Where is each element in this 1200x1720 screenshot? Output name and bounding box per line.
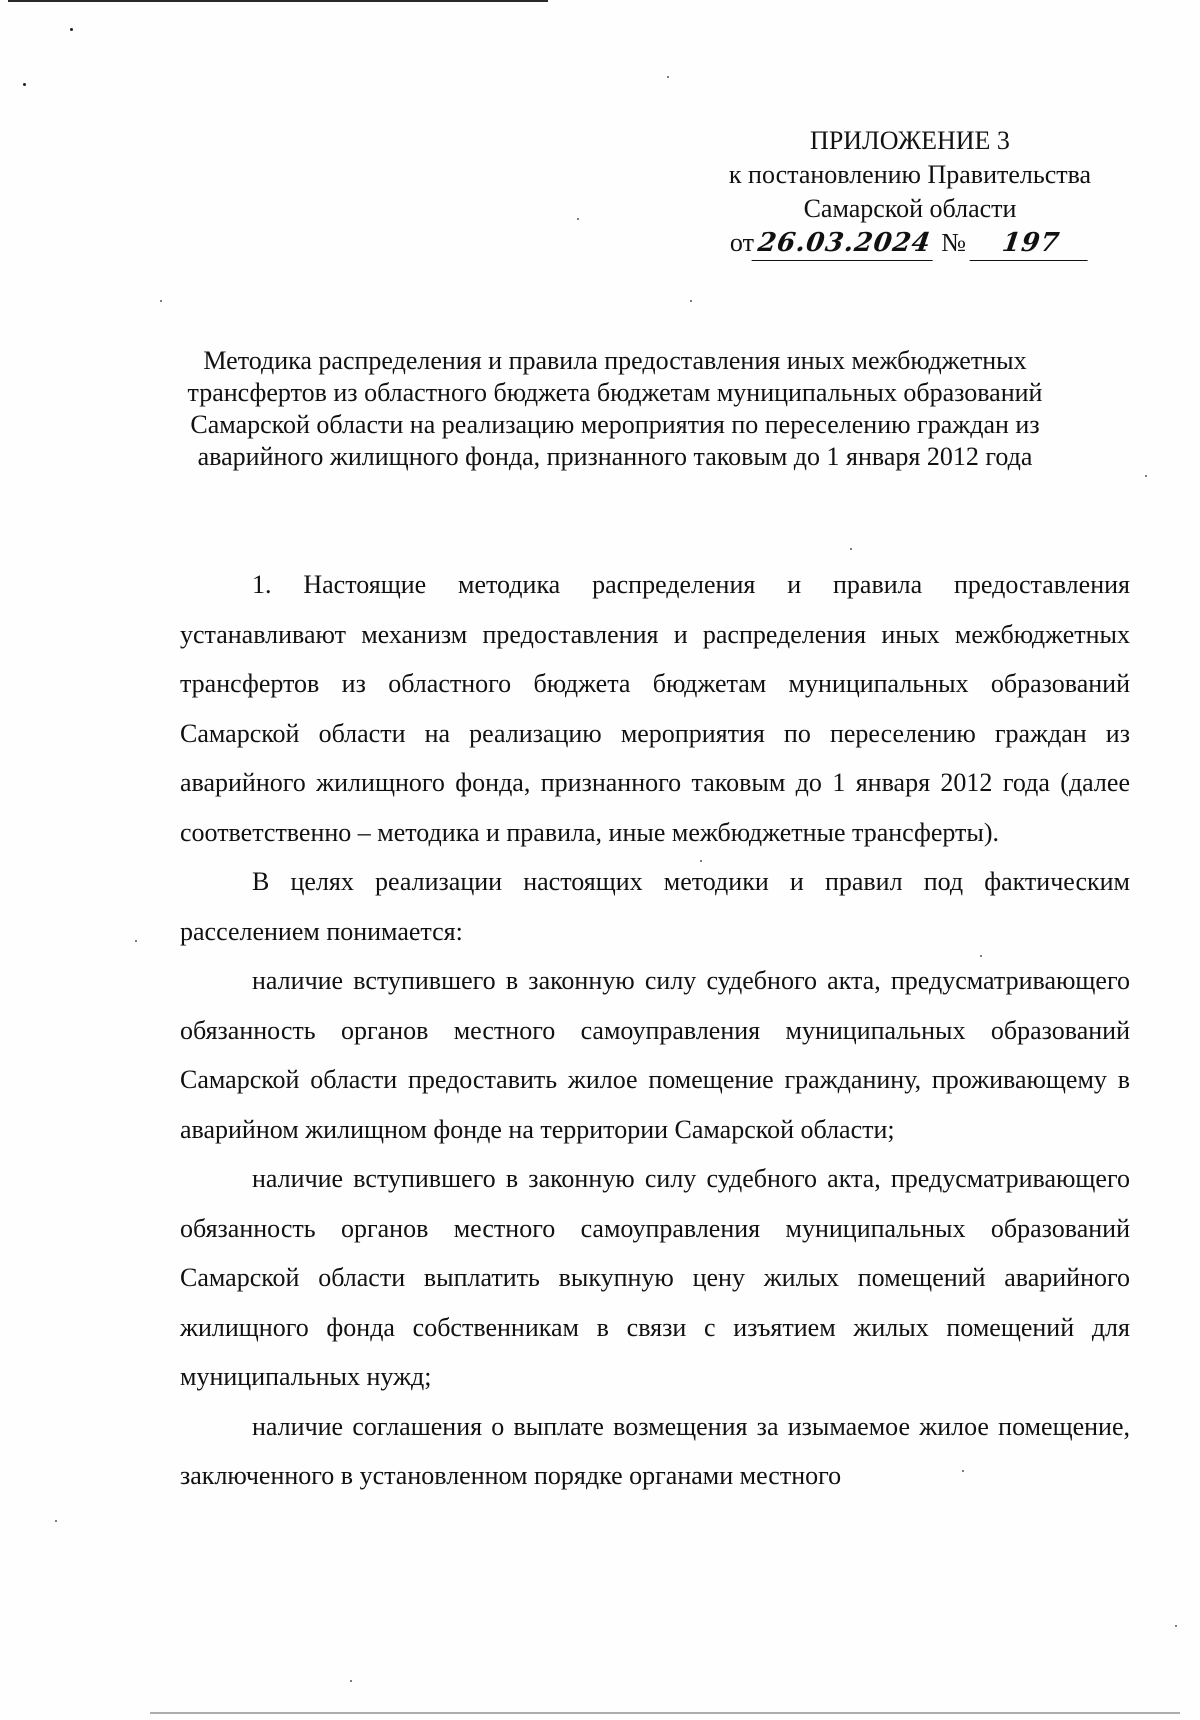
scan-speck <box>160 300 162 302</box>
date-prefix: от <box>729 228 754 257</box>
paragraph: В целях реализации настоящих методики и правил под фактическим расселением понимается: <box>180 867 1130 946</box>
scan-speck <box>667 76 669 78</box>
scan-speck <box>55 1520 57 1522</box>
paragraph: наличие вступившего в законную силу судебного акта, предусматривающего обязанность органов местного самоуправления муниципальных образований Самарской области выплатить выкупную цену жилых помещений аварийного жилищного фонда собственникам в связи с изъятием жилых помещений для муниципальных нужд; <box>180 1164 1130 1391</box>
appendix-date-number-line <box>730 226 1090 261</box>
handwritten-number: 197 <box>970 226 1093 261</box>
paragraph: наличие вступившего в законную силу судебного акта, предусматривающего обязанность органов местного самоуправления муниципальных образований Самарской области предоставить жилое помещение гражданину, проживающему в аварийном жилищном фонде на территории Самарской области; <box>180 966 1130 1144</box>
scan-speck <box>70 28 73 31</box>
scan-speck <box>577 218 579 220</box>
scan-edge-top <box>8 0 548 2</box>
scan-edge-bottom <box>150 1712 1180 1714</box>
scan-speck <box>1145 475 1147 477</box>
handwritten-date: 26.03.2024 <box>751 226 937 261</box>
scan-speck <box>690 300 692 302</box>
appendix-header <box>700 124 1120 261</box>
appendix-reference: к постановлению Правительства <box>728 160 1092 189</box>
appendix-region: Самарской области <box>803 194 1017 223</box>
number-sign: № <box>941 228 967 257</box>
paragraph: 1. Настоящие методика распределения и правила предоставления устанавливают механизм предоставления и распределения иных межбюджетных трансфертов из областного бюджета бюджетам муниципальных образований Самарской области на реализацию мероприятия по переселению граждан из аварийного жилищного фонда, признанного таковым до 1 января 2012 года (далее соответственно – методика и правила, иные межбюджетные трансферты). <box>180 570 1130 847</box>
scan-speck <box>850 548 852 550</box>
paragraph: наличие соглашения о выплате возмещения за изымаемое жилое помещение, заключенного в установленном порядке органами местного <box>180 1411 1130 1490</box>
appendix-heading: ПРИЛОЖЕНИЕ 3 <box>810 126 1010 155</box>
scan-speck <box>1175 1625 1177 1627</box>
scan-speck <box>350 1680 352 1682</box>
document-body <box>180 560 1130 1501</box>
scan-speck <box>135 940 137 942</box>
scan-speck <box>23 83 26 86</box>
document-title: Методика распределения и правила предоставления иных межбюджетных трансфертов из областного бюджета бюджетам муниципальных образований Самарской области на реализацию мероприятия по переселению граждан из аварийного жилищного фонда, признанного таковым до 1 января 2012 года <box>187 346 1043 471</box>
